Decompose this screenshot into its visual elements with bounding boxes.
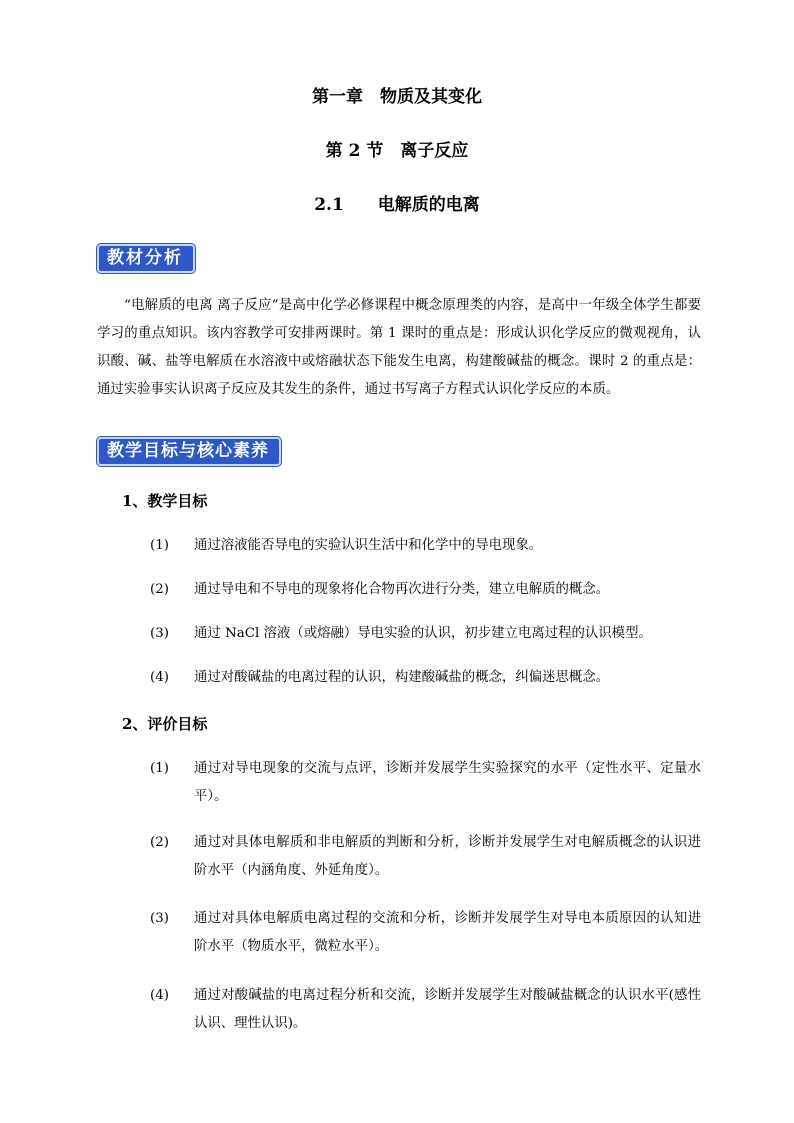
item-number: (1) [150,761,169,776]
item-number: (3) [150,911,169,926]
list-item [150,905,701,961]
goals-badge: 教学目标与核心素养 [97,437,281,466]
section-title: 第 2 节 离子反应 [325,141,469,161]
item-text: 通过溶液能否导电的实验认识生活中和化学中的导电现象。 [194,538,543,553]
item-number: (3) [150,626,169,641]
analysis-paragraph: “电解质的电离 离子反应”是高中化学必修课程中概念原理类的内容，是高中一年级全体学生都要学习的重点知识。该内容教学可安排两课时。第 1 课时的重点是：形成认识化学反应的微观视角，认识酸、碱、盐等电解质在水溶液中或熔融状态下能发生电离，构建酸碱盐的概念。课时 2 的重点是：通过实验事实认识离子反应及其发生的条件，通过书写离子方程式认识化学反应的本质。 [97,298,701,397]
list-item [150,755,701,811]
list-item [150,620,701,648]
item-text: 通过导电和不导电的现象将化合物再次进行分类，建立电解质的概念。 [194,582,610,597]
item-text: 通过对具体电解质和非电解质的判断和分析，诊断并发展学生对电解质概念的认识进阶水平（内涵角度、外延角度）。 [194,835,701,878]
item-number: (2) [150,582,169,597]
evaluation-goals-title: 2、评价目标 [122,715,208,733]
list-item [150,532,701,560]
list-item [150,829,701,885]
item-text: 通过对酸碱盐的电离过程的认识，构建酸碱盐的概念，纠偏迷思概念。 [194,670,610,685]
item-text: 通过对导电现象的交流与点评，诊断并发展学生实验探究的水平（定性水平、定量水平）。 [194,761,701,804]
item-text: 通过对具体电解质电离过程的交流和分析，诊断并发展学生对导电本质原因的认知进阶水平（物质水平，微粒水平）。 [194,911,701,954]
chapter-title: 第一章 物质及其变化 [312,87,482,107]
item-number: (1) [150,538,169,553]
list-item [150,576,701,604]
list-item [150,982,701,1038]
teaching-goals-title: 1、教学目标 [122,492,208,510]
item-number: (4) [150,670,169,685]
item-number: (2) [150,835,169,850]
item-text: 通过对酸碱盐的电离过程分析和交流，诊断并发展学生对酸碱盐概念的认识水平(感性认识、理性认识)。 [194,988,701,1031]
list-item [150,664,701,692]
analysis-badge: 教材分析 [97,244,195,273]
subsection-title: 2.1 电解质的电离 [314,195,480,215]
item-text: 通过 NaCl 溶液（或熔融）导电实验的认识，初步建立电离过程的认识模型。 [194,626,652,641]
item-number: (4) [150,988,169,1003]
